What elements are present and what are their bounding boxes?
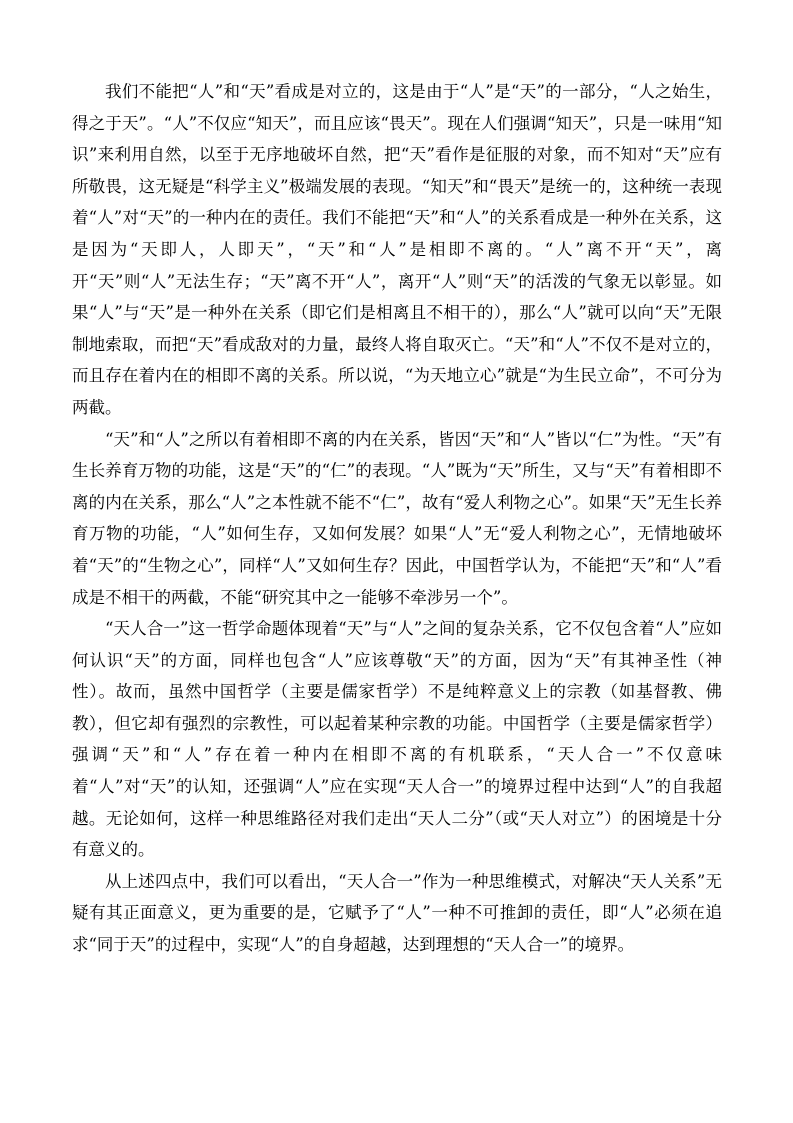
document-page xyxy=(72,76,722,961)
paragraph: “天”和“人”之所以有着相即不离的内在关系，皆因“天”和“人”皆以“仁”为性。“天”有生长养育万物的功能，这是“天”的“仁”的表现。“人”既为“天”所生，又与“天”有着相即不离的内在关系，那么“人”之本性就不能不“仁”，故有“爱人利物之心”。如果“天”无生长养育万物的功能，“人”如何生存，又如何发展？如果“人”无“爱人利物之心”，无情地破坏着“天”的“生物之心”，同样“人”又如何生存？因此，中国哲学认为，不能把“天”和“人”看成是不相干的两截，不能“研究其中之一能够不牵涉另一个”。 xyxy=(72,429,722,607)
paragraph: 我们不能把“人”和“天”看成是对立的，这是由于“人”是“天”的一部分，“人之始生，得之于天”。“人”不仅应“知天”，而且应该“畏天”。现在人们强调“知天”，只是一味用“知识”来利用自然，以至于无序地破坏自然，把“天”看作是征服的对象，而不知对“天”应有所敬畏，这无疑是“科学主义”极端发展的表现。“知天”和“畏天”是统一的，这种统一表现着“人”对“天”的一种内在的责任。我们不能把“天”和“人”的关系看成是一种外在关系，这是因为“天即人，人即天”，“天”和“人”是相即不离的。“人”离不开“天”，离开“天”则“人”无法生存；“天”离不开“人”，离开“人”则“天”的活泼的气象无以彰显。如果“人”与“天”是一种外在关系（即它们是相离且不相干的），那么“人”就可以向“天”无限制地索取，而把“天”看成敌对的力量，最终人将自取灭亡。“天”和“人”不仅不是对立的，而且存在着内在的相即不离的关系。所以说，“为天地立心”就是“为生民立命”，不可分为两截。 xyxy=(72,82,722,417)
paragraph: “天人合一”这一哲学命题体现着“天”与“人”之间的复杂关系，它不仅包含着“人”应如何认识“天”的方面，同样也包含“人”应该尊敬“天”的方面，因为“天”有其神圣性（神性）。故而，虽然中国哲学（主要是儒家哲学）不是纯粹意义上的宗教（如基督教、佛教），但它却有强烈的宗教性，可以起着某种宗教的功能。中国哲学（主要是儒家哲学）强调“天”和“人”存在着一种内在相即不离的有机联系，“天人合一”不仅意味着“人”对“天”的认知，还强调“人”应在实现“天人合一”的境界过程中达到“人”的自我超越。无论如何，这样一种思维路径对我们走出“天人二分”（或“天人对立”）的困境是十分有意义的。 xyxy=(72,619,722,860)
paragraph: 从上述四点中，我们可以看出，“天人合一”作为一种思维模式，对解决“天人关系”无疑有其正面意义，更为重要的是，它赋予了“人”一种不可推卸的责任，即“人”必须在追求“同于天”的过程中，实现“人”的自身超越，达到理想的“天人合一”的境界。 xyxy=(72,871,722,955)
